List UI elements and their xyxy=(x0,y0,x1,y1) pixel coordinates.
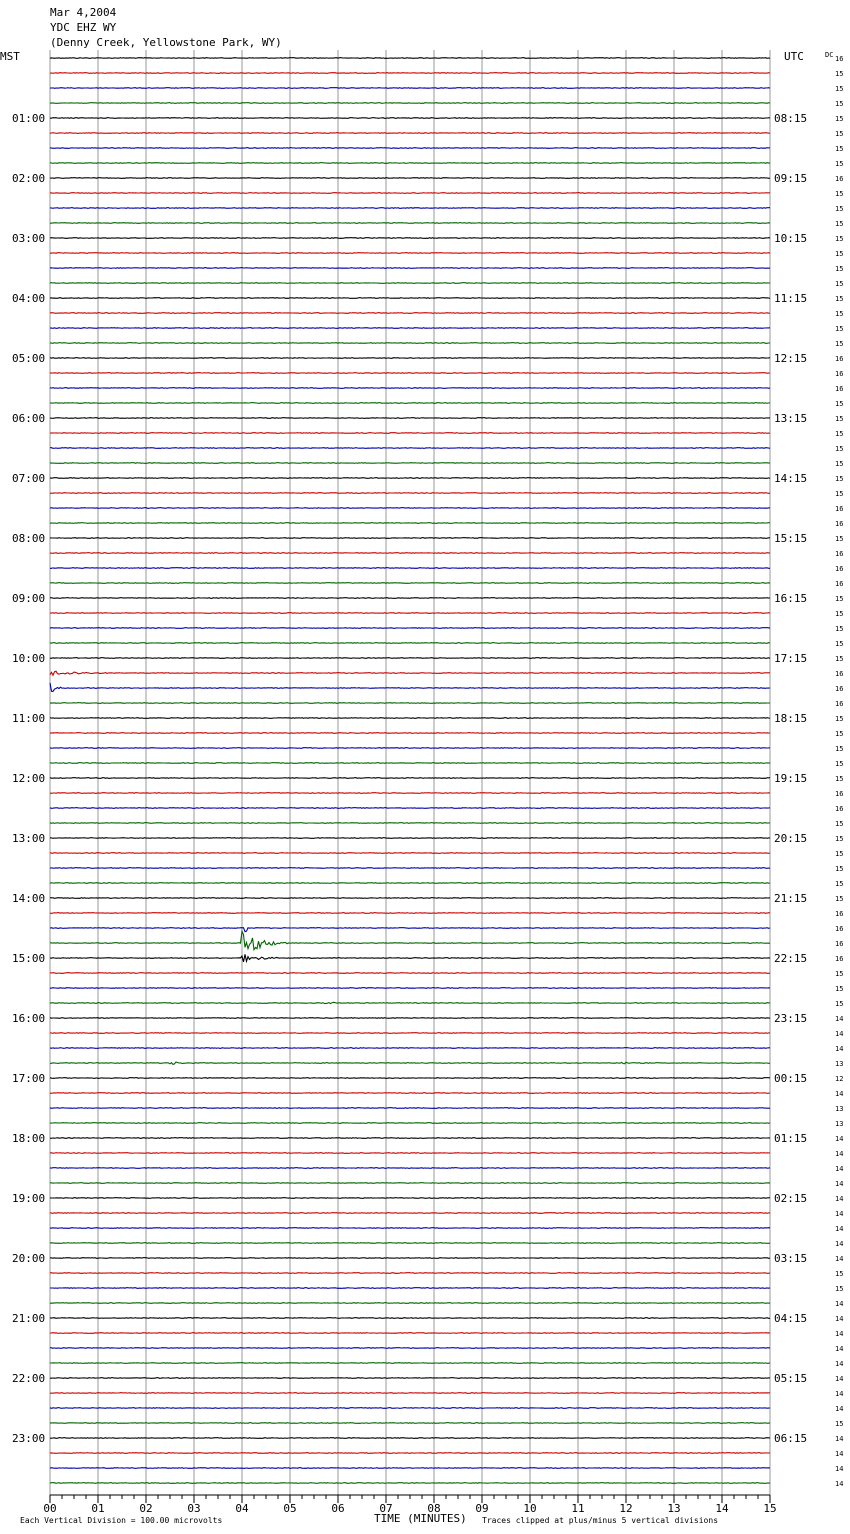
utc-hour-label: 18:15 xyxy=(774,712,808,725)
dc-offset-label: 15 xyxy=(835,325,844,333)
seismic-trace xyxy=(50,73,770,74)
dc-offset-label: 14 xyxy=(835,1150,844,1158)
seismic-trace xyxy=(50,988,770,989)
seismic-trace xyxy=(50,253,770,254)
dc-offset-label: 15 xyxy=(835,205,844,213)
x-tick-label: 14 xyxy=(715,1502,729,1515)
dc-offset-label: 16 xyxy=(835,685,844,693)
seismic-trace xyxy=(50,88,770,89)
seismic-trace xyxy=(50,613,770,614)
mst-hour-label: 03:00 xyxy=(12,232,46,245)
x-tick-label: 11 xyxy=(571,1502,585,1515)
mst-hour-label: 18:00 xyxy=(12,1132,46,1145)
mst-hour-label: 16:00 xyxy=(12,1012,46,1025)
dc-offset-label: 16 xyxy=(835,370,844,378)
seismic-trace xyxy=(50,1393,770,1394)
seismic-trace xyxy=(50,298,770,299)
dc-offset-label: 14 xyxy=(835,1480,844,1488)
seismic-trace xyxy=(50,553,770,554)
seismic-trace xyxy=(50,1123,770,1124)
seismic-trace xyxy=(50,523,770,524)
dc-offset-label: 14 xyxy=(835,1360,844,1368)
mst-hour-label: 06:00 xyxy=(12,412,46,425)
dc-offset-label: 14 xyxy=(835,1240,844,1248)
utc-hour-label: 10:15 xyxy=(774,232,808,245)
dc-offset-label: 15 xyxy=(835,1270,844,1278)
x-axis-title: TIME (MINUTES) xyxy=(374,1512,467,1525)
utc-hour-label: 15:15 xyxy=(774,532,808,545)
dc-offset-label: 16 xyxy=(835,355,844,363)
dc-offset-label: 15 xyxy=(835,400,844,408)
dc-offset-label: 15 xyxy=(835,715,844,723)
seismic-trace xyxy=(50,838,770,839)
utc-hour-label: 19:15 xyxy=(774,772,808,785)
seismic-trace xyxy=(50,628,770,629)
traces xyxy=(50,58,770,1484)
grid xyxy=(50,50,770,1495)
dc-offset-label: 15 xyxy=(835,460,844,468)
footer xyxy=(20,1512,718,1525)
seismic-trace xyxy=(50,883,770,884)
dc-offset-label: 15 xyxy=(835,895,844,903)
seismic-trace xyxy=(50,178,770,179)
location-label: (Denny Creek, Yellowstone Park, WY) xyxy=(50,36,282,49)
mst-hour-label: 20:00 xyxy=(12,1252,46,1265)
seismic-trace xyxy=(50,898,770,899)
dc-offset-label: 15 xyxy=(835,1000,844,1008)
seismic-trace xyxy=(50,643,770,644)
dc-offset-label: 14 xyxy=(835,1315,844,1323)
dc-offset-label: 12 xyxy=(835,1075,844,1083)
dc-offset-label: 14 xyxy=(835,1030,844,1038)
seismic-trace xyxy=(50,1468,770,1469)
seismic-trace xyxy=(50,463,770,464)
seismic-trace xyxy=(50,1423,770,1424)
dc-offset-label: 16 xyxy=(835,790,844,798)
seismic-trace xyxy=(50,1318,770,1319)
dc-offset-label: 15 xyxy=(835,820,844,828)
dc-offset-label: 16 xyxy=(835,175,844,183)
mst-hour-label: 21:00 xyxy=(12,1312,46,1325)
dc-offset-label: 15 xyxy=(835,475,844,483)
seismic-trace xyxy=(50,373,770,374)
seismic-trace xyxy=(50,931,770,950)
utc-hour-label: 23:15 xyxy=(774,1012,808,1025)
mst-axis-title: MST xyxy=(0,50,20,63)
utc-hour-label: 01:15 xyxy=(774,1132,808,1145)
seismic-trace xyxy=(50,1273,770,1274)
seismic-trace xyxy=(50,913,770,914)
dc-offset-label: 16 xyxy=(835,550,844,558)
seismic-trace xyxy=(50,1348,770,1349)
seismic-trace xyxy=(50,658,770,659)
x-tick-label: 07 xyxy=(379,1502,393,1515)
seismic-trace xyxy=(50,868,770,869)
dc-offset-label: 14 xyxy=(835,1345,844,1353)
seismic-trace xyxy=(50,1213,770,1214)
dc-offset-label: 14 xyxy=(835,1090,844,1098)
dc-offset-label: 16 xyxy=(835,55,844,63)
seismic-trace xyxy=(50,583,770,584)
seismic-trace xyxy=(50,973,770,974)
seismic-trace xyxy=(50,763,770,764)
dc-offset-label: 15 xyxy=(835,85,844,93)
dc-offset-label: 16 xyxy=(835,385,844,393)
seismic-trace xyxy=(50,568,770,569)
utc-hour-label: 17:15 xyxy=(774,652,808,665)
dc-offset-label: 14 xyxy=(835,1450,844,1458)
mst-hour-label: 09:00 xyxy=(12,592,46,605)
x-tick-label: 08 xyxy=(427,1502,441,1515)
x-tick-label: 05 xyxy=(283,1502,297,1515)
mst-hour-label: 11:00 xyxy=(12,712,46,725)
dc-offset-label: 14 xyxy=(835,1375,844,1383)
utc-hour-label: 04:15 xyxy=(774,1312,808,1325)
dc-offset-label: 14 xyxy=(835,1045,844,1053)
seismic-trace xyxy=(50,448,770,449)
dc-offset-label: 15 xyxy=(835,865,844,873)
dc-offset-label: 14 xyxy=(835,1225,844,1233)
mst-hour-label: 12:00 xyxy=(12,772,46,785)
dc-offset-label: 15 xyxy=(835,595,844,603)
dc-offset-label: 15 xyxy=(835,850,844,858)
seismic-trace xyxy=(50,1333,770,1334)
seismic-trace xyxy=(50,598,770,599)
mst-hour-label: 01:00 xyxy=(12,112,46,125)
utc-hour-label: 02:15 xyxy=(774,1192,808,1205)
mst-hour-label: 08:00 xyxy=(12,532,46,545)
seismic-trace xyxy=(50,1093,770,1094)
seismic-trace xyxy=(50,1002,770,1003)
dc-offset-label: 15 xyxy=(835,160,844,168)
seismic-trace xyxy=(50,1018,770,1019)
seismic-trace xyxy=(50,238,770,239)
utc-hour-label: 14:15 xyxy=(774,472,808,485)
mst-hour-label: 17:00 xyxy=(12,1072,46,1085)
dc-offset-label: 14 xyxy=(835,1015,844,1023)
dc-offset-label: 15 xyxy=(835,280,844,288)
dc-offset-label: 13 xyxy=(835,1120,844,1128)
x-tick-label: 09 xyxy=(475,1502,489,1515)
dc-offset-label: 14 xyxy=(835,1435,844,1443)
x-tick-label: 15 xyxy=(763,1502,777,1515)
seismic-trace xyxy=(50,683,770,692)
dc-offset-label: 15 xyxy=(835,970,844,978)
seismic-trace xyxy=(50,223,770,224)
scale-note: Each Vertical Division = 100.00 microvolts xyxy=(20,1516,223,1525)
utc-labels xyxy=(774,112,807,1445)
x-tick-label: 12 xyxy=(619,1502,633,1515)
dc-label: DC xyxy=(825,51,834,59)
seismic-trace xyxy=(50,823,770,824)
dc-offset-label: 16 xyxy=(835,910,844,918)
seismic-trace xyxy=(50,1303,770,1304)
utc-hour-label: 00:15 xyxy=(774,1072,808,1085)
dc-offset-label: 15 xyxy=(835,250,844,258)
utc-hour-label: 08:15 xyxy=(774,112,808,125)
date-label: Mar 4,2004 xyxy=(50,6,117,19)
utc-hour-label: 20:15 xyxy=(774,832,808,845)
dc-offset-label: 15 xyxy=(835,130,844,138)
dc-offset-label: 15 xyxy=(835,490,844,498)
seismic-trace xyxy=(50,1363,770,1364)
dc-offset-label: 16 xyxy=(835,805,844,813)
dc-offset-label: 15 xyxy=(835,295,844,303)
dc-offset-label: 15 xyxy=(835,115,844,123)
utc-hour-label: 06:15 xyxy=(774,1432,808,1445)
utc-axis-title: UTC xyxy=(784,50,804,63)
mst-hour-label: 04:00 xyxy=(12,292,46,305)
dc-offset-label: 15 xyxy=(835,535,844,543)
mst-labels xyxy=(12,112,45,1445)
header xyxy=(50,6,282,49)
seismic-trace xyxy=(50,778,770,779)
utc-hour-label: 21:15 xyxy=(774,892,808,905)
mst-hour-label: 07:00 xyxy=(12,472,46,485)
seismic-trace xyxy=(50,103,770,104)
dc-offset-label: 14 xyxy=(835,1330,844,1338)
utc-hour-label: 13:15 xyxy=(774,412,808,425)
dc-offset-label: 16 xyxy=(835,955,844,963)
seismic-trace xyxy=(50,718,770,719)
seismic-trace xyxy=(50,1198,770,1199)
dc-offset-label: 15 xyxy=(835,835,844,843)
seismic-trace xyxy=(50,1228,770,1229)
seismic-trace xyxy=(50,118,770,119)
seismic-trace xyxy=(50,1438,770,1439)
x-tick-label: 06 xyxy=(331,1502,345,1515)
mst-hour-label: 22:00 xyxy=(12,1372,46,1385)
seismic-trace xyxy=(50,148,770,149)
dc-offset-label: 15 xyxy=(835,1420,844,1428)
dc-offset-label: 14 xyxy=(835,1180,844,1188)
dc-offset-label: 14 xyxy=(835,1300,844,1308)
dc-offset-label: 15 xyxy=(835,760,844,768)
utc-hour-label: 05:15 xyxy=(774,1372,808,1385)
seismic-trace xyxy=(50,1153,770,1154)
mst-hour-label: 15:00 xyxy=(12,952,46,965)
seismic-trace xyxy=(50,163,770,164)
seismic-trace xyxy=(50,671,770,675)
seismic-trace xyxy=(50,1483,770,1484)
x-tick-label: 13 xyxy=(667,1502,681,1515)
x-tick-label: 03 xyxy=(187,1502,201,1515)
seismic-trace xyxy=(50,208,770,209)
seismic-trace xyxy=(50,808,770,809)
mst-hour-label: 02:00 xyxy=(12,172,46,185)
seismic-trace xyxy=(50,1183,770,1184)
dc-offset-label: 15 xyxy=(835,730,844,738)
seismic-trace xyxy=(50,1108,770,1109)
seismic-trace xyxy=(50,508,770,509)
seismic-trace xyxy=(50,313,770,314)
dc-offset-label: 14 xyxy=(835,1195,844,1203)
dc-offset-label: 15 xyxy=(835,445,844,453)
dc-offset-label: 16 xyxy=(835,580,844,588)
dc-offset-label: 16 xyxy=(835,505,844,513)
seismic-trace xyxy=(50,193,770,194)
seismic-trace xyxy=(50,928,770,932)
seismic-trace xyxy=(50,478,770,479)
dc-offset-label: 15 xyxy=(835,340,844,348)
dc-offset-label: 15 xyxy=(835,145,844,153)
dc-offset-label: 15 xyxy=(835,640,844,648)
dc-offset-label: 13 xyxy=(835,1060,844,1068)
x-tick-label: 10 xyxy=(523,1502,537,1515)
x-tick-label: 01 xyxy=(91,1502,105,1515)
mst-hour-label: 05:00 xyxy=(12,352,46,365)
seismic-trace xyxy=(50,1453,770,1454)
dc-offset-label: 14 xyxy=(835,1255,844,1263)
dc-offset-label: 14 xyxy=(835,1390,844,1398)
dc-offset-label: 15 xyxy=(835,430,844,438)
x-tick-label: 02 xyxy=(139,1502,153,1515)
dc-offset-label: 15 xyxy=(835,625,844,633)
utc-hour-label: 11:15 xyxy=(774,292,808,305)
mst-hour-label: 10:00 xyxy=(12,652,46,665)
utc-hour-label: 09:15 xyxy=(774,172,808,185)
mst-hour-label: 23:00 xyxy=(12,1432,46,1445)
seismic-trace xyxy=(50,493,770,494)
seismic-trace xyxy=(50,1408,770,1409)
seismic-trace xyxy=(50,133,770,134)
seismic-trace xyxy=(50,328,770,329)
x-tick-label: 00 xyxy=(43,1502,57,1515)
dc-offset-label: 15 xyxy=(835,70,844,78)
dc-offset-label: 13 xyxy=(835,1105,844,1113)
dc-offset-label: 15 xyxy=(835,415,844,423)
dc-offset-label: 15 xyxy=(835,1285,844,1293)
utc-hour-label: 22:15 xyxy=(774,952,808,965)
dc-offset-label: 15 xyxy=(835,655,844,663)
seismic-trace xyxy=(50,1078,770,1079)
seismic-trace xyxy=(50,403,770,404)
seismic-trace xyxy=(50,703,770,704)
dc-offset-label: 15 xyxy=(835,880,844,888)
dc-offset-label: 15 xyxy=(835,310,844,318)
seismic-trace xyxy=(50,1243,770,1244)
dc-offset-label: 15 xyxy=(835,775,844,783)
utc-hour-label: 03:15 xyxy=(774,1252,808,1265)
seismic-trace xyxy=(50,733,770,734)
utc-hour-label: 12:15 xyxy=(774,352,808,365)
seismic-trace xyxy=(50,388,770,389)
seismic-trace xyxy=(50,1048,770,1049)
seismic-trace xyxy=(50,1138,770,1139)
mst-hour-label: 14:00 xyxy=(12,892,46,905)
dc-offset-label: 16 xyxy=(835,670,844,678)
mst-hour-label: 19:00 xyxy=(12,1192,46,1205)
dc-offset-label: 16 xyxy=(835,700,844,708)
dc-offset-label: 14 xyxy=(835,1165,844,1173)
seismic-trace xyxy=(50,433,770,434)
seismic-trace xyxy=(50,1288,770,1289)
dc-offsets xyxy=(835,55,843,1488)
dc-offset-label: 15 xyxy=(835,265,844,273)
dc-offset-label: 15 xyxy=(835,745,844,753)
dc-offset-label: 15 xyxy=(835,100,844,108)
seismic-trace xyxy=(50,954,770,962)
dc-offset-label: 16 xyxy=(835,565,844,573)
x-tick-label: 04 xyxy=(235,1502,249,1515)
station-label: YDC EHZ WY xyxy=(50,21,117,34)
seismic-trace xyxy=(50,283,770,284)
seismic-trace xyxy=(50,793,770,794)
clip-note: Traces clipped at plus/minus 5 vertical divisions xyxy=(482,1516,719,1525)
utc-hour-label: 16:15 xyxy=(774,592,808,605)
mst-hour-label: 13:00 xyxy=(12,832,46,845)
dc-offset-label: 15 xyxy=(835,610,844,618)
seismic-trace xyxy=(50,358,770,359)
dc-offset-label: 16 xyxy=(835,940,844,948)
seismic-trace xyxy=(50,58,770,59)
dc-offset-label: 14 xyxy=(835,1405,844,1413)
dc-offset-label: 14 xyxy=(835,1135,844,1143)
seismic-trace xyxy=(50,748,770,749)
seismic-trace xyxy=(50,1062,770,1065)
dc-offset-label: 16 xyxy=(835,925,844,933)
seismic-trace xyxy=(50,1168,770,1169)
seismic-trace xyxy=(50,1033,770,1034)
seismic-trace xyxy=(50,268,770,269)
dc-offset-label: 15 xyxy=(835,235,844,243)
dc-offset-label: 15 xyxy=(835,220,844,228)
seismic-trace xyxy=(50,1258,770,1259)
dc-offset-label: 14 xyxy=(835,1210,844,1218)
dc-offset-label: 14 xyxy=(835,1465,844,1473)
seismic-trace xyxy=(50,538,770,539)
dc-offset-label: 15 xyxy=(835,985,844,993)
dc-offset-label: 15 xyxy=(835,190,844,198)
seismic-trace xyxy=(50,853,770,854)
seismic-trace xyxy=(50,418,770,419)
seismic-trace xyxy=(50,1378,770,1379)
seismic-trace xyxy=(50,343,770,344)
dc-offset-label: 16 xyxy=(835,520,844,528)
